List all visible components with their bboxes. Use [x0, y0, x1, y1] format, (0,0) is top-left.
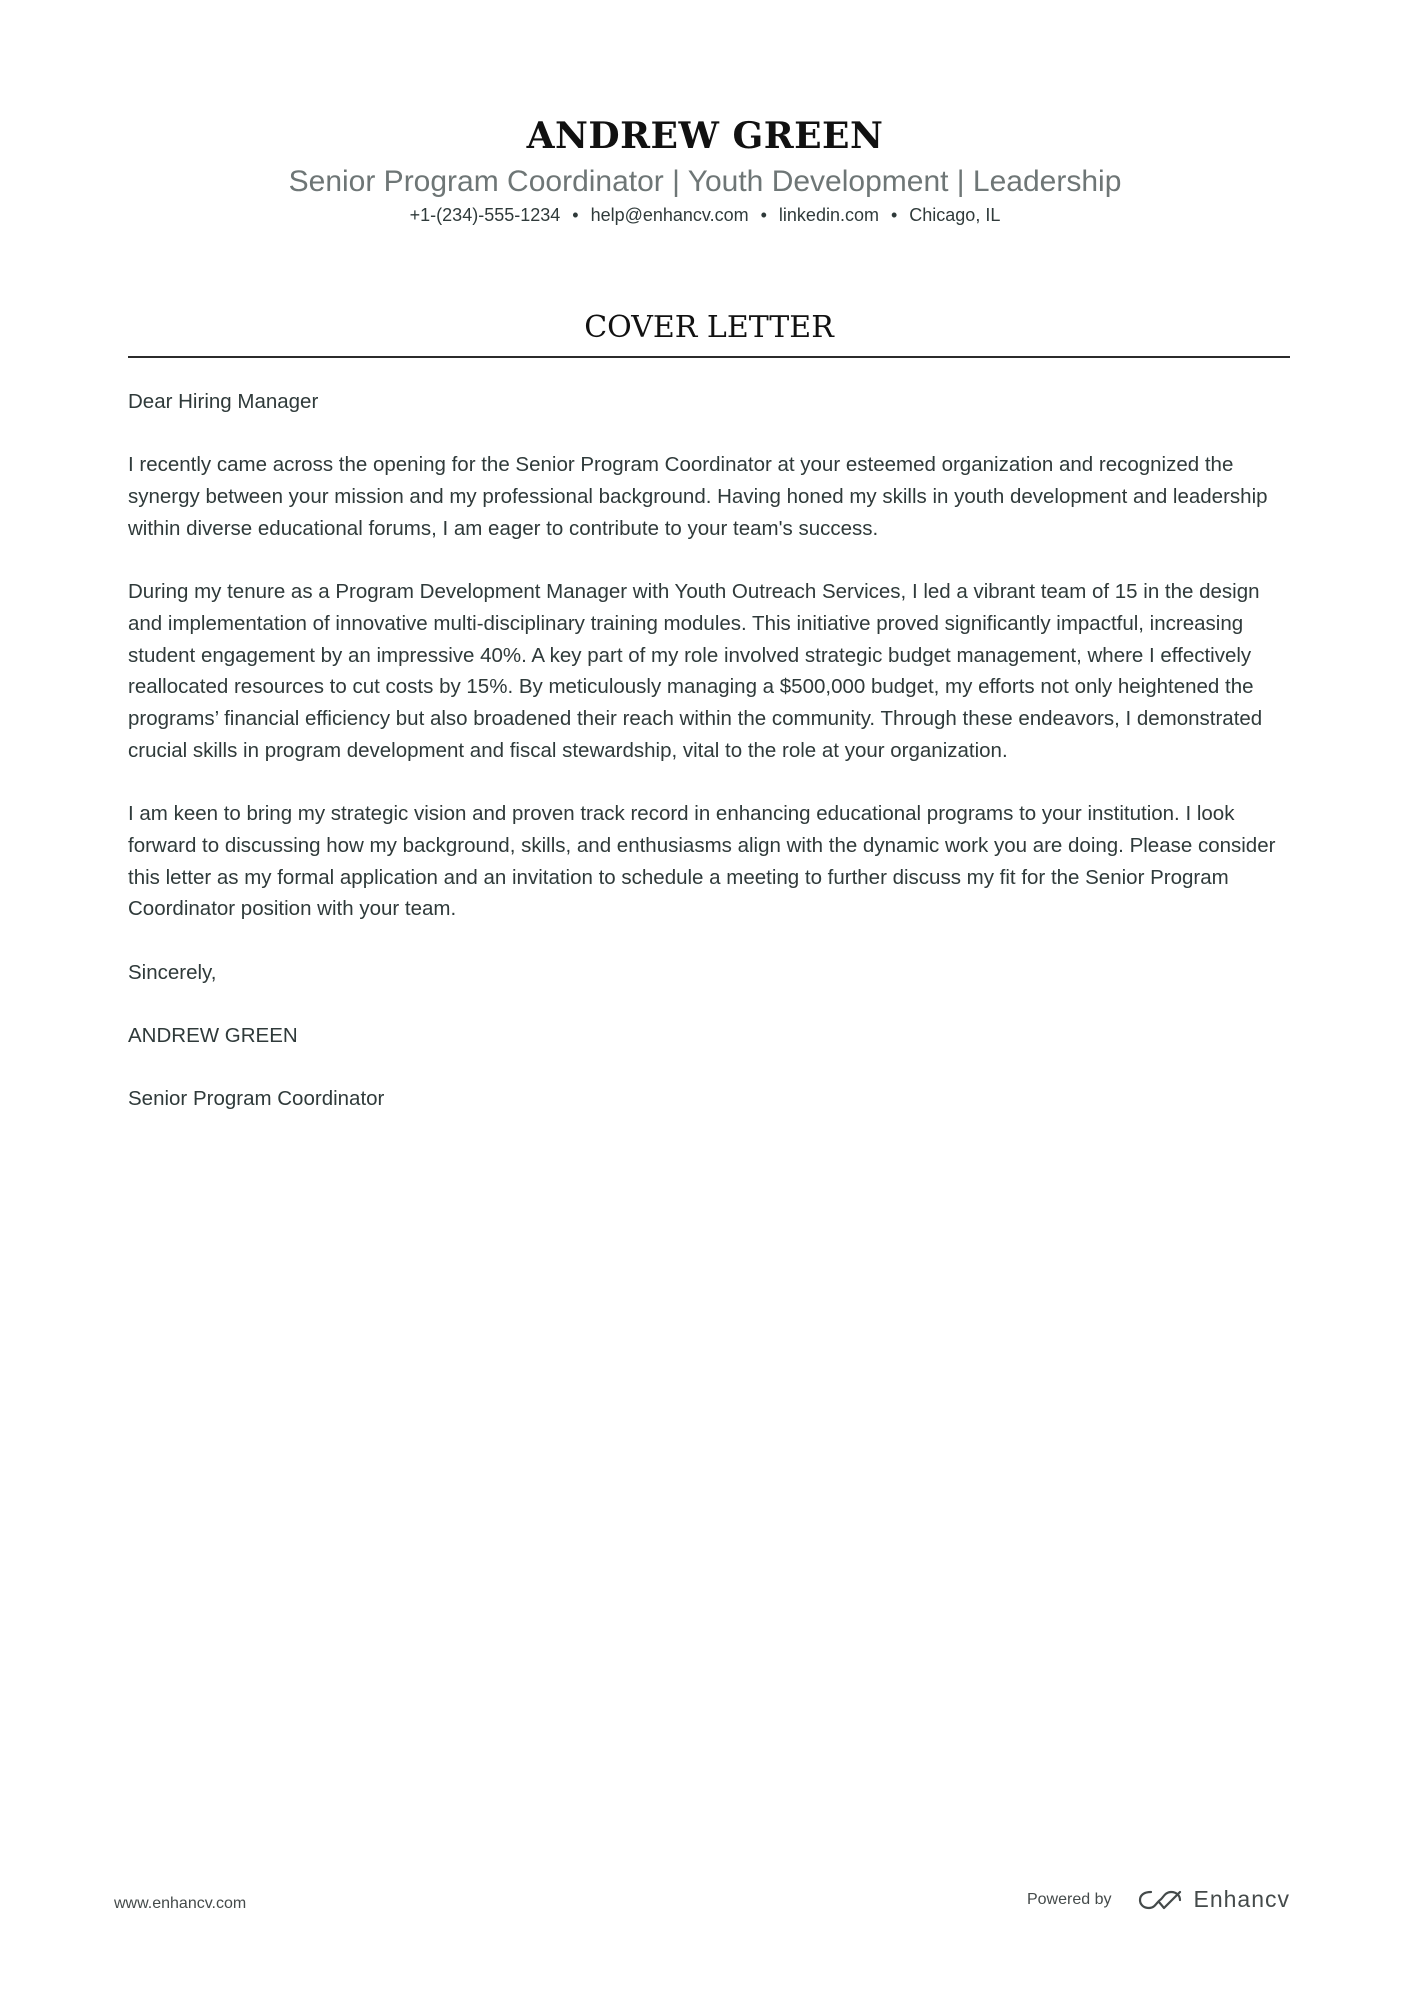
contact-location: Chicago, IL — [909, 205, 1001, 225]
candidate-name: ANDREW GREEN — [526, 115, 884, 157]
candidate-headline: Senior Program Coordinator | Youth Development | Leadership — [288, 165, 1122, 198]
letter-closing: Sincerely, — [128, 960, 217, 984]
contact-linkedin: linkedin.com — [778, 205, 879, 225]
letter-paragraph-2: During my tenure as a Program Development Manager with Youth Outreach Services, I led a vibrant team of 15 in the design and implementation of innovative multi-disciplinary training modules. This initiative proved significantly impactful, increasing student engagement by an impressive 40%. A key part of my role involved strategic budget management, where I effectively reallocated resources to cut costs by 15%. By meticulously managing a $500,000 budget, my efforts not only heightened the programs’ financial efficiency but also broadened their reach within the community. Through these endeavors, I demonstrated crucial skills in program development and fiscal stewardship, vital to the role at your organization. — [128, 580, 1263, 762]
contact-separator: • — [890, 205, 898, 225]
contact-separator: • — [572, 205, 579, 225]
powered-by-label: Powered by — [1026, 1890, 1112, 1908]
footer-branding — [1027, 1886, 1290, 1913]
contact-email: help@enhancv.com — [590, 205, 749, 225]
letter-paragraph-3: I am keen to bring my strategic vision and proven track record in enhancing educational programs to your institution. I look forward to discussing how my background, skills, and enthusiasms align with the dynamic work you are doing. Please consider this letter as my formal application and an invitation to schedule a meeting to further discuss my fit for the Senior Program Coordinator position with your team. — [128, 802, 1276, 921]
brand-name: Enhancv — [1193, 1886, 1290, 1912]
contact-line — [0, 202, 1410, 228]
header — [0, 112, 1410, 228]
letter-paragraph-1: I recently came across the opening for the Senior Program Coordinator at your esteemed organization and recognized the synergy between your mission and my professional background. Having honed my skills in youth development and leadership within diverse educational forums, I am eager to contribute to your team's success. — [128, 453, 1268, 540]
signature-title: Senior Program Coordinator — [128, 1087, 385, 1111]
contact-separator: • — [760, 205, 767, 225]
contact-phone: +1-(234)-555-1234 — [409, 205, 561, 225]
enhancv-logo-icon — [1137, 1888, 1183, 1912]
letter-greeting: Dear Hiring Manager — [128, 390, 319, 413]
section-title: COVER LETTER — [584, 310, 834, 345]
section-divider — [128, 356, 1290, 358]
footer-website: www.enhancv.com — [114, 1895, 247, 1912]
signature-name: ANDREW GREEN — [128, 1023, 298, 1047]
letter-body — [128, 386, 1290, 1147]
